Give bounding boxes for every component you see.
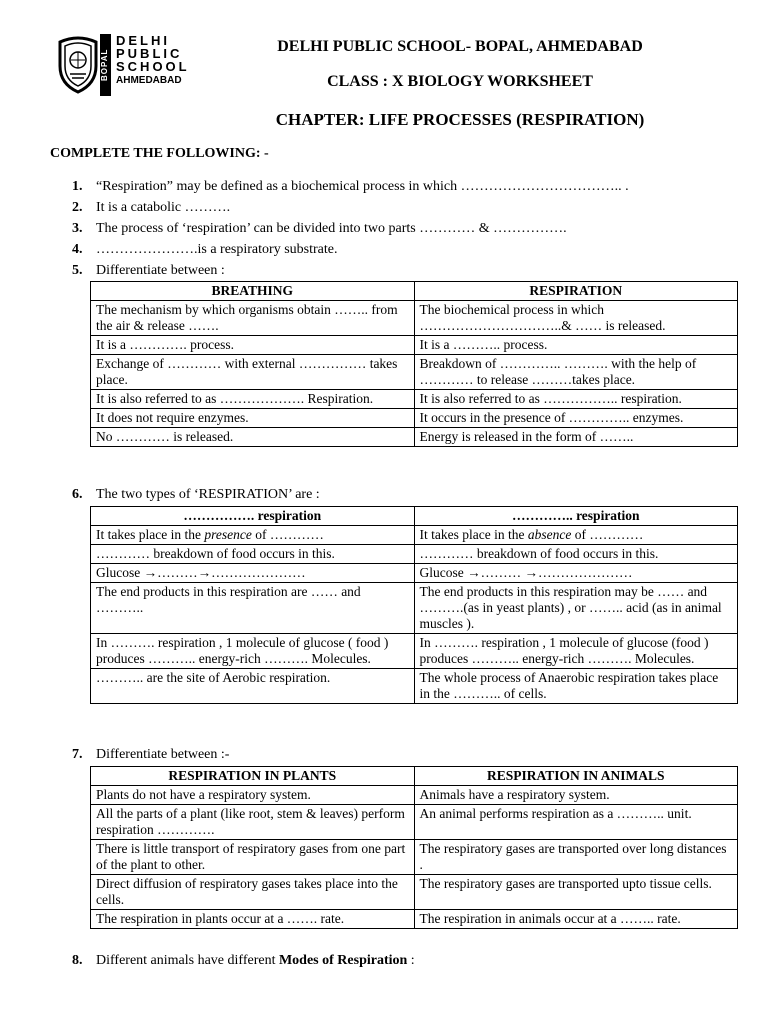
types-of-respiration-table	[90, 506, 738, 704]
table-cell: Animals have a respiratory system.	[414, 786, 738, 805]
question-text: Differentiate between :-	[96, 747, 230, 762]
logo-wordmark	[116, 34, 190, 87]
table-cell: It is a ……….. process.	[414, 336, 738, 355]
question-number: 2.	[72, 200, 83, 215]
table-cell: It is also referred to as …………….. respiration.	[414, 390, 738, 409]
logo-line-school: SCHOOL	[116, 59, 190, 74]
table-cell: The biochemical process in which …………………………..& …… is released.	[414, 301, 738, 336]
table-cell: Energy is released in the form of ……..	[414, 428, 738, 447]
table-cell: The respiration in animals occur at a …….. rate.	[414, 910, 738, 929]
question-number: 3.	[72, 221, 83, 236]
table-row	[91, 634, 738, 669]
table-cell: It takes place in the absence of …………	[414, 526, 738, 545]
column-header: ……………. respiration	[91, 507, 415, 526]
school-crest-icon	[56, 36, 100, 94]
question-number: 6.	[72, 487, 83, 502]
question-text: “Respiration” may be defined as a biochemical process in which …………………………….. .	[96, 179, 629, 194]
table-cell: In ………. respiration , 1 molecule of glucose (food ) produces ……….. energy-rich ………. Molecules.	[414, 634, 738, 669]
question-text: The two types of ‘RESPIRATION’ are :	[96, 487, 320, 502]
table-cell: It is also referred to as ………………. Respiration.	[91, 390, 415, 409]
question-number: 4.	[72, 242, 83, 257]
class-title: CLASS : X BIOLOGY WORKSHEET	[327, 73, 593, 90]
instruction-heading: COMPLETE THE FOLLOWING: -	[50, 146, 269, 161]
table-cell: ………… breakdown of food occurs in this.	[91, 545, 415, 564]
table-cell: Glucose →……… →…………………	[414, 564, 738, 583]
question-text: It is a catabolic ……….	[96, 200, 231, 215]
table-row	[91, 301, 738, 336]
table-row	[91, 786, 738, 805]
table-row	[91, 910, 738, 929]
logo-line-delhi: DELHI	[116, 33, 170, 48]
question-number: 1.	[72, 179, 83, 194]
question-text: The process of ‘respiration’ can be divided into two parts ………… & …………….	[96, 221, 567, 236]
question-text: Different animals have different Modes of Respiration :	[96, 953, 415, 968]
table-cell: The respiratory gases are transported upto tissue cells.	[414, 875, 738, 910]
table-cell: ……….. are the site of Aerobic respiration.	[91, 669, 415, 704]
table-row	[91, 840, 738, 875]
table-row	[91, 409, 738, 428]
table-cell: All the parts of a plant (like root, stem & leaves) perform respiration ………….	[91, 805, 415, 840]
table-header-row	[91, 767, 738, 786]
table-cell: The end products in this respiration are …… and ………..	[91, 583, 415, 634]
table-row	[91, 428, 738, 447]
column-header: ………….. respiration	[414, 507, 738, 526]
table-row	[91, 336, 738, 355]
column-header: BREATHING	[91, 282, 415, 301]
column-header: RESPIRATION	[414, 282, 738, 301]
question-text: Differentiate between :	[96, 263, 225, 278]
table-cell: It is a …………. process.	[91, 336, 415, 355]
table-row	[91, 875, 738, 910]
table-cell: The respiration in plants occur at a ……. rate.	[91, 910, 415, 929]
table-row	[91, 545, 738, 564]
table-cell: It takes place in the presence of …………	[91, 526, 415, 545]
table-header-row	[91, 507, 738, 526]
table-cell: It occurs in the presence of ………….. enzymes.	[414, 409, 738, 428]
table-cell: The respiratory gases are transported over long distances .	[414, 840, 738, 875]
school-logo	[56, 33, 190, 98]
table-cell: Exchange of ………… with external …………… takes place.	[91, 355, 415, 390]
column-header: RESPIRATION IN ANIMALS	[414, 767, 738, 786]
school-name: DELHI PUBLIC SCHOOL- BOPAL, AHMEDABAD	[277, 38, 643, 55]
logo-line-city: AHMEDABAD	[116, 75, 182, 86]
question-text: ………………….is a respiratory substrate.	[96, 242, 338, 257]
table-cell: Glucose →………→…………………	[91, 564, 415, 583]
table-row	[91, 526, 738, 545]
question-number: 8.	[72, 953, 83, 968]
chapter-title: CHAPTER: LIFE PROCESSES (RESPIRATION)	[275, 110, 645, 129]
breathing-vs-respiration-table	[90, 281, 738, 447]
logo-line-public: PUBLIC	[116, 46, 183, 61]
table-cell: The whole process of Anaerobic respiration takes place in the ……….. of cells.	[414, 669, 738, 704]
table-cell: There is little transport of respiratory gases from one part of the plant to other.	[91, 840, 415, 875]
table-header-row	[91, 282, 738, 301]
table-cell: An animal performs respiration as a ……….. unit.	[414, 805, 738, 840]
table-row	[91, 355, 738, 390]
bopal-vertical-label: BOPAL	[100, 34, 111, 96]
table-row	[91, 390, 738, 409]
table-row	[91, 564, 738, 583]
table-row	[91, 669, 738, 704]
question-number: 5.	[72, 263, 83, 278]
table-row	[91, 805, 738, 840]
table-cell: In ………. respiration , 1 molecule of glucose ( food ) produces ……….. energy-rich ………. Molecules.	[91, 634, 415, 669]
table-cell: ………… breakdown of food occurs in this.	[414, 545, 738, 564]
table-row	[91, 583, 738, 634]
table-cell: The mechanism by which organisms obtain …….. from the air & release …….	[91, 301, 415, 336]
table-cell: Breakdown of ………….. ………. with the help of ………… to release ………takes place.	[414, 355, 738, 390]
table-cell: It does not require enzymes.	[91, 409, 415, 428]
question-number: 7.	[72, 747, 83, 762]
table-cell: The end products in this respiration may be …… and ……….(as in yeast plants) , or …….. acid (as in animal muscles ).	[414, 583, 738, 634]
plants-vs-animals-table	[90, 766, 738, 929]
table-cell: Direct diffusion of respiratory gases takes place into the cells.	[91, 875, 415, 910]
column-header: RESPIRATION IN PLANTS	[91, 767, 415, 786]
table-cell: Plants do not have a respiratory system.	[91, 786, 415, 805]
table-cell: No ………… is released.	[91, 428, 415, 447]
